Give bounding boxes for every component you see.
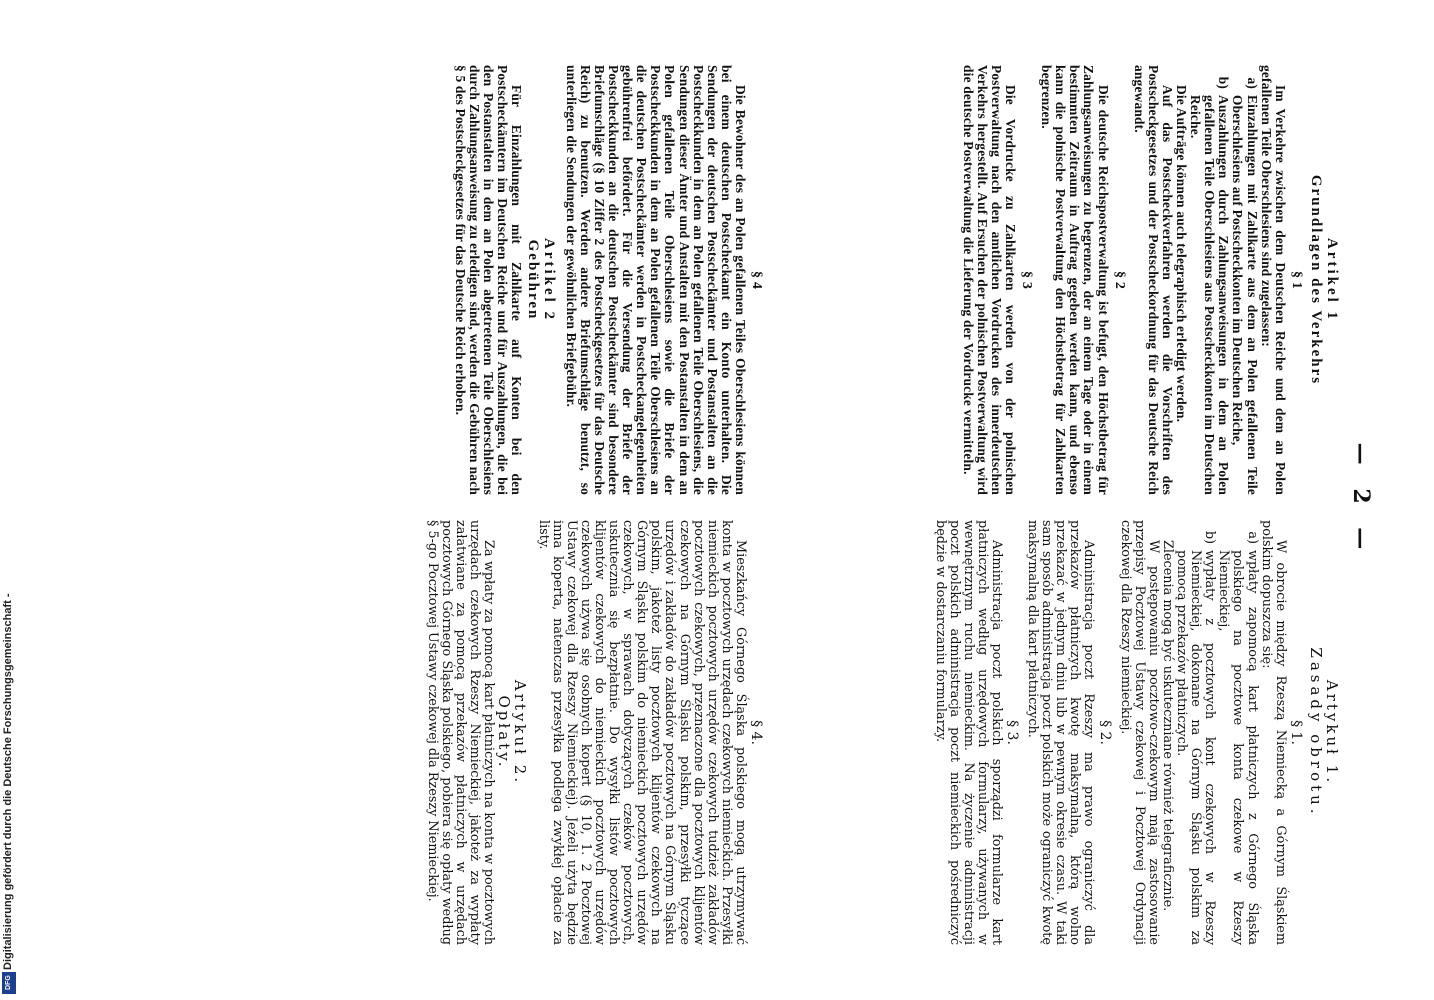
fees-text-pl: Za wpłaty za pomocą kart płatniczych na konta w pocztowych urzędach czekowych Rzeszy Niemieckiej, jakoteż za wypłaty załatwiane za pomocą przekazów płatniczych w urzędach pocztowych Górnego Śląska polskiego, pobiera się opłaty według § 5-go Pocztowej Ustawy czekowej dla Rzeszy Niemieckiej. xyxy=(424,520,497,945)
footer-credit-text: Digitalisierung gefördert durch die Deutsche Forschungsgemeinschaft - xyxy=(2,593,14,970)
article-2-subtitle-pl: Opłaty. xyxy=(495,695,514,770)
section-1-telegraph-de: Die Aufträge können auch telegraphisch erledigt werden. xyxy=(1174,85,1190,423)
section-3-text-pl: Administracja poczt polskich sporządzi formularze kart płatniczych według urzędowych formularzy, używanych w wewnętrznym ruchu niemieckim. Na życzenie administracji poczt polskich administracja poczt niemieckich pośredniczyć będzie w dostarczaniu formularzy. xyxy=(932,520,1004,945)
list-label: a) xyxy=(1244,77,1260,89)
section-1-law-de: Auf das Postscheckverfahren werden die Vorschriften des Postscheckgesetzes und der Postscheckordnung für das Deutsche Reich angewandt. xyxy=(1131,65,1175,495)
section-2-heading-de: § 2 xyxy=(1111,270,1127,290)
list-label: a) xyxy=(1244,531,1260,544)
polish-column-articles-1 xyxy=(932,520,1339,945)
list-text: Einzahlungen mit Zahlkarte aus dem an Polen gefallenen Teile Oberschlesiens auf Postscheckkonten im Deutschen Reiche, xyxy=(1230,95,1260,495)
section-4-text-pl: Mieszkańcy Górnego Śląska polskiego mogą utrzymywać konta w pocztowych urzędach czekowych niemieckich. Przesyłki niemieckich pocztowych urzędów czekowych tudzież zakładów pocztowych czekowych, przeznaczone dla pocztowych klijentów czekowych na Górnym Śląsku polskim, przesyłki tyczące urzędów i zakładów do zakładów pocztowych na Górnym Śląsku polskim, jakoteż listy pocztowych klijentów czekowych na Górnym Śląsku polskim do niemieckich pocztowych urzędów czekowych, w sprawach dotyczących czeków pocztowych, uskutecznia się bezpłatnie. Do wysyłki listów pocztowych klijentów czekowych do niemieckich pocztowych urzędów czekowych używa się osobnych kopert (§ 10, 1. 2 Pocztowej Ustawy czekowej dla Rzeszy Niemieckiej). Jeżeli użyta będzie inna koperta, natenczas przesyłka podlega zwykłej opłacie za listy. xyxy=(535,520,748,945)
section-4-text-de: Die Bewohner des an Polen gefallenen Teiles Oberschlesiens können bei einem deutschen Postscheckamt ein Konto unterhalten. Die Sendungen der deutschen Postscheckämter und Postanstalten an die Postscheckkunden in dem an Polen gefallenen Teile Oberschlesiens, die Sendungen dieser Ämter und Anstalten mit den Postanstalten in dem an Polen gefallenen Teile Oberschlesiens sowie die Briefe der Postscheckkunden in dem an Polen gefallenen Teile Oberschlesiens an die deutschen Postscheckämter werden in Postscheckangelegenheiten gebührenfrei befördert. Für die Versendung der Briefe der Postscheckkunden an die deutschen Postscheckämter sind besondere Briefumschläge (§ 10 Ziffer 2 des Postscheckgesetzes für das Deutsche Reich) zu benutzen. Werden andere Briefumschläge benutzt, so unterliegen die Sendungen der gewöhnlichen Briefgebühr. xyxy=(563,65,748,495)
list-item-b-de xyxy=(1188,65,1230,495)
article-2-heading-de: Artikel 2 xyxy=(540,237,557,323)
list-text: wypłaty z pocztowych kont czekowych w Rzeszy Niemieckiej, dokonane na Górnym Śląsku polskim za pomocą przekazów płatniczych. xyxy=(1174,550,1218,945)
article-1-subtitle-pl: Zasady obrotu. xyxy=(1306,647,1325,818)
list-label: b) xyxy=(1202,530,1218,544)
section-1-intro-de: Im Verkehre zwischen dem Deutschen Reiche und dem an Polen gefallenen Teile Oberschlesiens sind zugelassen: xyxy=(1258,65,1288,495)
section-1-heading-pl: § 1. xyxy=(1287,720,1304,745)
page-number: — 2 — xyxy=(1348,442,1374,558)
section-2-text-pl: Administracja poczt Rzeszy ma prawo ograniczyć dla przekazów płatniczych kwotę maksymalną, którą wolno przekazać w jednym dniu lub w pewnym okresie czasu. W taki sam sposób administracja poczt polskich może ograniczyć kwotę maksymalną dla kart płatniczych. xyxy=(1025,520,1097,945)
german-column-articles-2 xyxy=(453,65,769,495)
german-column-articles-1 xyxy=(961,65,1339,495)
article-1-subtitle-de: Grundlagen des Verkehrs xyxy=(1307,174,1324,386)
section-2-heading-pl: § 2. xyxy=(1096,720,1113,745)
article-2-subtitle-de: Gebühren xyxy=(524,239,541,321)
section-3-text-de: Die Vordrucke zu Zahlkarten werden von der polnischen Postverwaltung nach den amtlichen Vordrucken des innerdeutschen Verkehrs hergestellt. Auf Ersuchen der polnischen Postverwaltung wird die deutsche Postverwaltung die Lieferung der Vordrucke vermitteln. xyxy=(960,65,1019,495)
list-item-a-de xyxy=(1230,65,1258,495)
dfg-logo-icon: DFG xyxy=(2,972,16,994)
section-3-heading-pl: § 3. xyxy=(1004,720,1021,745)
article-1-heading-pl: Artykuł 1. xyxy=(1323,679,1341,786)
section-1-heading-de: § 1 xyxy=(1288,270,1304,290)
list-item-a-pl xyxy=(1216,520,1258,945)
list-text: wpłaty zapomocą kart płatniczych z Górnego Śląska polskiego na pocztowe konta czekowe w Rzeszy Niemieckiej, xyxy=(1216,550,1260,945)
section-1-law-pl: W postępowaniu pocztowo-czekowym mają zastosowanie przepisy Pocztowej Ustawy czekowej i Pocztowej Ordynacji czekowej dla Rzeszy niemieckiej. xyxy=(1117,520,1161,945)
section-4-heading-de: § 4 xyxy=(749,270,764,290)
article-1-heading-de: Artikel 1 xyxy=(1324,237,1340,323)
article-2-heading-pl: Artykuł 2. xyxy=(511,679,530,786)
section-1-telegraph-pl: Zlecenia mogą być uskuteczniane również telegraficznie. xyxy=(1159,540,1175,912)
digitization-footer xyxy=(0,0,18,1000)
section-3-heading-de: § 3 xyxy=(1019,270,1035,290)
list-text: Auszahlungen durch Zahlungsanweisungen in dem an Polen gefallenen Teile Oberschlesiens aus Postscheckkonten im Deutschen Reiche. xyxy=(1188,95,1232,495)
fees-text-de: Für Einzahlungen mit Zahlkarte auf Konten bei den Postscheckämtern im Deutschen Reiche und für Auszahlungen, die bei den Postanstalten in dem an Polen abgetretenen Teile Oberschlesiens durch Zahlungsanweisung zu erledigen sind, werden die Gebühren nach § 5 des Postscheckgesetzes für das Deutsche Reich erhoben. xyxy=(453,65,525,495)
section-4-heading-pl: § 4. xyxy=(748,720,764,745)
section-2-text-de: Die deutsche Reichspostverwaltung ist befugt, den Höchstbetrag für Zahlungsanweisungen zu begrenzen, der an einem Tage oder in einem bestimmten Zeitraum in Auftrag gegeben werden kann, und ebenso kann die polnische Postverwaltung den Höchstbetrag für Zahlkarten begrenzen. xyxy=(1039,65,1111,495)
list-label: b) xyxy=(1216,76,1232,89)
polish-column-articles-2 xyxy=(425,520,769,945)
list-item-b-pl xyxy=(1174,520,1216,945)
section-1-intro-pl: W obrocie między Rzeszą Niemiecką a Górnym Śląskiem polskim dopuszcza się: xyxy=(1258,520,1288,945)
